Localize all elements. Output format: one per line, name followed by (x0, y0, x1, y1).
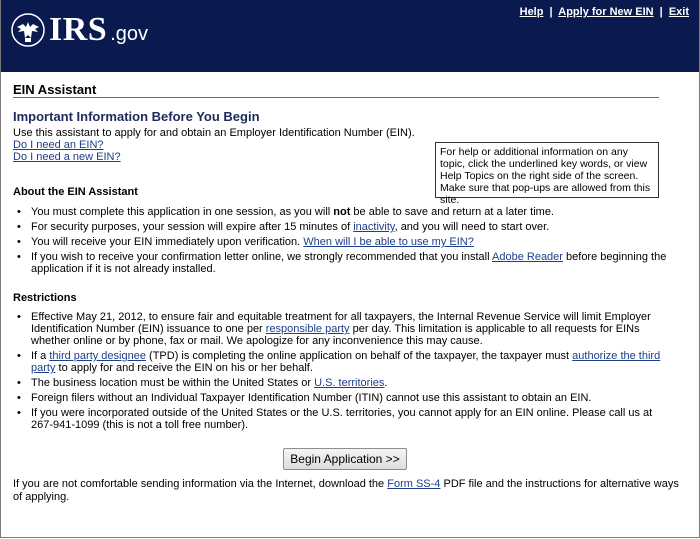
irs-eagle-icon (11, 13, 45, 47)
about-list (13, 206, 673, 278)
bullet: • (17, 407, 21, 419)
begin-application-button[interactable]: Begin Application >> (283, 448, 407, 470)
bullet: • (17, 311, 21, 323)
help-info-box: For help or additional information on any topic, click the underlined key words, or view Help Topics on the right side of the screen. Make sure that pop-ups are allowed from this site. (435, 142, 659, 198)
when-use-ein-link[interactable]: When will I be able to use my EIN? (303, 236, 474, 248)
bullet: • (17, 377, 21, 389)
inactivity-link[interactable]: inactivity (353, 221, 395, 233)
page-title: EIN Assistant (13, 82, 97, 97)
list-item: • For security purposes, your session will expire after 15 minutes of inactivity, and you will need to start over. (17, 221, 550, 233)
intro-text: Use this assistant to apply for and obtain an Employer Identification Number (EIN). (13, 127, 415, 139)
bullet: • (17, 221, 21, 233)
restrictions-list (13, 311, 673, 434)
link-separator: | (549, 6, 553, 18)
top-links (520, 6, 689, 18)
list-item: • If you were incorporated outside of the United States or the U.S. territories, you cannot apply for an EIN online. Please call us at 267-941-1099 (this is not a toll free number). (17, 407, 653, 431)
list-item: • Effective May 21, 2012, to ensure fair and equitable treatment for all taxpayers, the Internal Revenue Service will limit Employer Identification Number (EIN) issuance to one per responsible party per day. This limitation is applicable to all requests for EINs whether online or by phone, fax or mail. We apologize for any inconvenience this may cause. (17, 311, 651, 347)
list-item: • You will receive your EIN immediately upon verification. When will I be able to use my EIN? (17, 236, 474, 248)
exit-link[interactable]: Exit (668, 6, 689, 18)
section-heading: Important Information Before You Begin (13, 109, 260, 124)
authorize-third-party-link[interactable]: authorize the third party (31, 350, 661, 374)
form-ss4-link[interactable]: Form SS-4 (387, 478, 441, 490)
list-item: • If you wish to receive your confirmation letter online, we strongly recommended that you install Adobe Reader before beginning the application if it is not already installed. (17, 251, 667, 275)
bullet: • (17, 350, 21, 362)
list-item: • You must complete this application in one session, as you will not be able to save and return at a later time. (17, 206, 554, 218)
title-divider (13, 97, 659, 98)
need-ein-link[interactable]: Do I need an EIN? (13, 139, 104, 151)
irs-logo[interactable] (11, 10, 148, 50)
list-item: • The business location must be within the United States or U.S. territories. (17, 377, 388, 389)
third-party-designee-link[interactable]: third party designee (49, 350, 146, 362)
us-territories-link[interactable]: U.S. territories (314, 377, 385, 389)
bullet: • (17, 251, 21, 263)
site-header (1, 0, 699, 72)
footer-text: If you are not comfortable sending information via the Internet, download the Form SS-4 PDF file and the instructions for alternative ways of applying. (13, 478, 679, 503)
bullet: • (17, 236, 21, 248)
apply-new-ein-link[interactable]: Apply for New EIN (558, 6, 654, 18)
main-content (1, 72, 699, 537)
logo-suffix: .gov (110, 23, 149, 45)
about-heading: About the EIN Assistant (13, 186, 138, 198)
list-item: • If a third party designee (TPD) is completing the online application on behalf of the taxpayer, the taxpayer must authorize the third party to apply for and receive the EIN on his or her behalf. (17, 350, 661, 374)
bullet: • (17, 392, 21, 404)
responsible-party-link[interactable]: responsible party (265, 323, 350, 335)
adobe-reader-link[interactable]: Adobe Reader (492, 251, 563, 263)
bullet: • (17, 206, 21, 218)
list-item: • Foreign filers without an Individual Taxpayer Identification Number (ITIN) cannot use this assistant to obtain an EIN. (17, 392, 592, 404)
need-new-ein-link[interactable]: Do I need a new EIN? (13, 151, 121, 163)
help-link[interactable]: Help (519, 6, 544, 18)
restrictions-heading: Restrictions (13, 292, 77, 304)
link-separator: | (659, 6, 663, 18)
logo-text: IRS (49, 11, 108, 48)
